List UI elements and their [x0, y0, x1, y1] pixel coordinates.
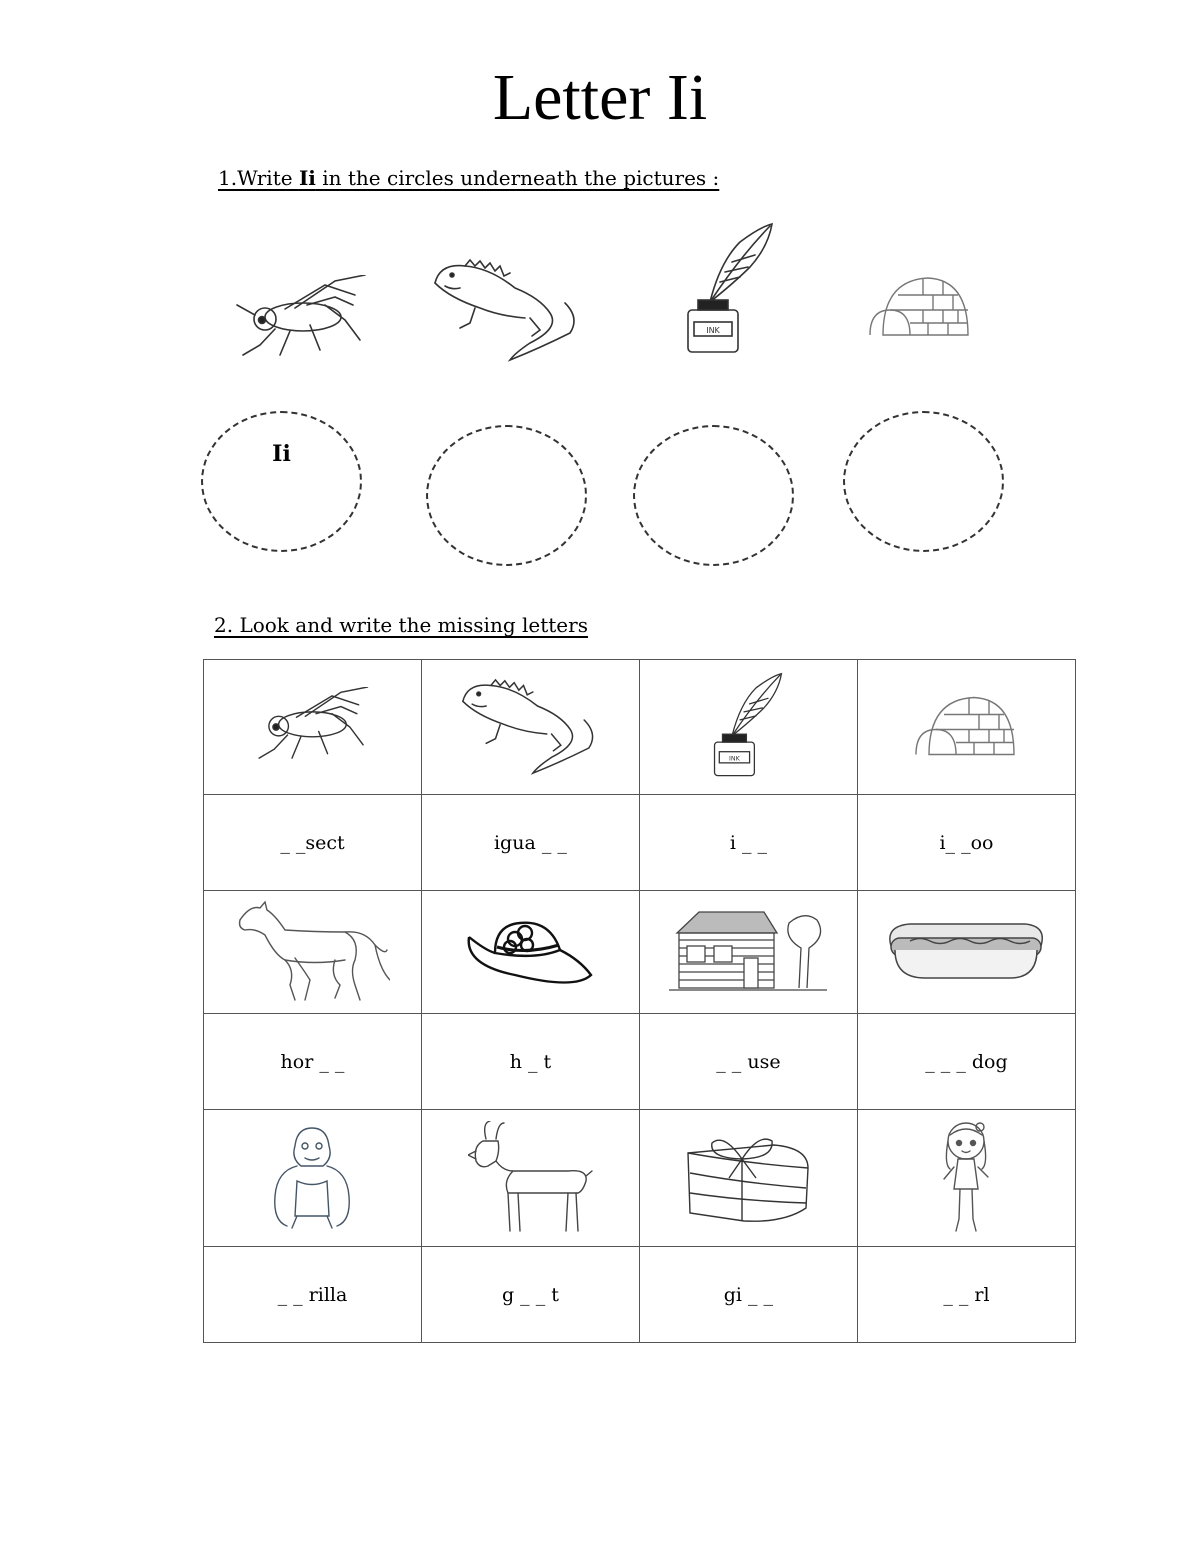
word-blank-cell[interactable]: _ _sect	[204, 795, 422, 891]
table-row	[204, 660, 1076, 795]
cricket-icon	[247, 687, 377, 767]
table-row	[204, 795, 1076, 891]
ink-bottle-icon	[680, 222, 780, 360]
svg-text:INK: INK	[729, 754, 741, 763]
answer-circle-4[interactable]	[843, 411, 1004, 552]
word-blank-cell[interactable]: h _ t	[421, 1014, 639, 1110]
table-row	[204, 891, 1076, 1014]
table-row	[204, 1247, 1076, 1343]
answer-circle-1[interactable]: Ii	[201, 411, 362, 552]
table-cell	[857, 660, 1075, 795]
svg-text:INK: INK	[706, 326, 720, 335]
iguana-icon	[430, 258, 585, 363]
table-row	[204, 1110, 1076, 1247]
table-cell	[857, 891, 1075, 1014]
girl-icon	[936, 1119, 996, 1237]
igloo-icon	[914, 693, 1019, 761]
table-cell	[204, 660, 422, 795]
table-cell	[639, 660, 857, 795]
cricket-icon	[235, 275, 370, 365]
word-blank-cell[interactable]: g _ _ t	[421, 1247, 639, 1343]
table-cell	[204, 891, 422, 1014]
word-blank-cell[interactable]: i _ _	[639, 795, 857, 891]
word-blank-cell[interactable]: igua _ _	[421, 795, 639, 891]
igloo-icon	[868, 275, 973, 340]
word-blank-cell[interactable]: _ _ _ dog	[857, 1014, 1075, 1110]
instruction-2: 2. Look and write the missing letters	[214, 613, 588, 637]
word-blank-cell[interactable]: _ _ rl	[857, 1247, 1075, 1343]
table-cell	[421, 891, 639, 1014]
house-icon	[669, 908, 827, 996]
table-cell	[639, 891, 857, 1014]
table-cell	[639, 1110, 857, 1247]
table-row	[204, 1014, 1076, 1110]
gift-icon	[684, 1133, 812, 1223]
word-blank-cell[interactable]: hor _ _	[204, 1014, 422, 1110]
word-blank-cell[interactable]: i_ _oo	[857, 795, 1075, 891]
word-blank-cell[interactable]: gi _ _	[639, 1247, 857, 1343]
instruction-1: 1.Write Ii in the circles underneath the pictures :	[218, 166, 720, 190]
word-blank-cell[interactable]: _ _ use	[639, 1014, 857, 1110]
ink-bottle-icon	[708, 672, 788, 782]
table-cell	[421, 660, 639, 795]
page-title: Letter Ii	[492, 61, 708, 134]
answer-circle-3[interactable]	[633, 425, 794, 566]
gorilla-icon	[267, 1126, 357, 1231]
answer-circle-2[interactable]	[426, 425, 587, 566]
horse-icon	[235, 900, 390, 1005]
word-blank-cell[interactable]: _ _ rilla	[204, 1247, 422, 1343]
hat-icon	[465, 915, 595, 990]
table-cell	[421, 1110, 639, 1247]
goat-icon	[468, 1121, 593, 1236]
table-cell	[857, 1110, 1075, 1247]
missing-letters-table	[203, 659, 1076, 1343]
hot-dog-icon	[885, 916, 1047, 988]
iguana-icon	[453, 678, 608, 776]
table-cell	[204, 1110, 422, 1247]
